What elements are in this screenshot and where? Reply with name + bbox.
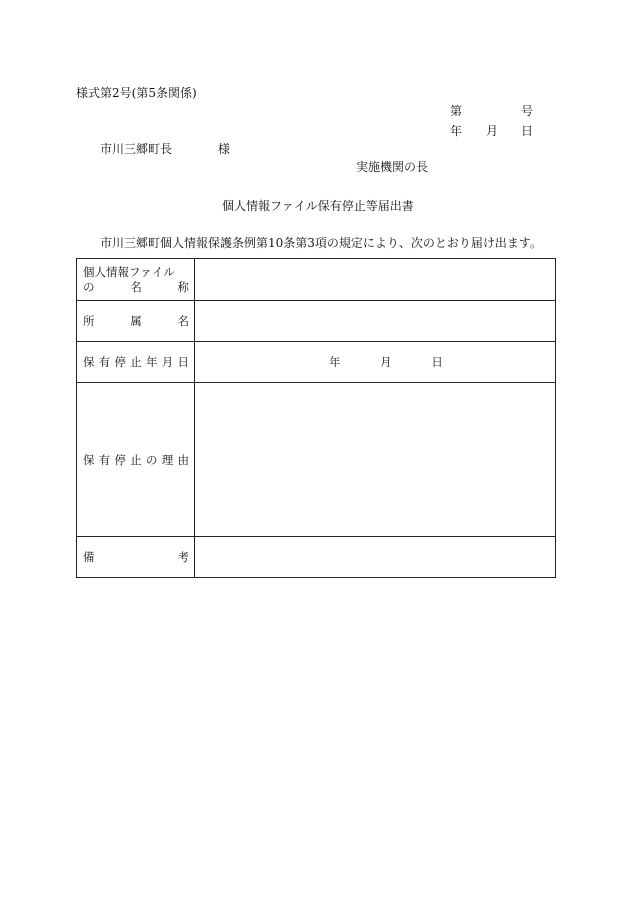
honorific: 様 [218,142,231,156]
remarks-label: 備 考 [77,537,195,578]
stop-date-year: 年 [329,355,341,369]
file-name-label-line1: 個人情報ファイル [83,264,175,279]
date-day: 日 [521,124,534,138]
file-name-field[interactable] [195,259,556,301]
document-title: 個人情報ファイル保有停止等届出書 [222,199,414,213]
remarks-field[interactable] [195,537,556,578]
date-month: 月 [486,124,499,138]
form-table [76,258,556,578]
row-affiliation [77,301,556,342]
row-remarks [77,537,556,578]
stop-date-month: 月 [380,355,392,369]
form-number: 様式第2号(第5条関係) [76,86,197,100]
date-year: 年 [450,124,463,138]
addressee-name: 市川三郷町長 [100,142,173,156]
affiliation-label: 所 属 名 [77,301,195,342]
stop-date-field[interactable] [195,342,556,383]
number-suffix: 号 [521,104,534,118]
sender: 実施機関の長 [356,160,429,174]
file-name-label-line2: の 名 称 [83,279,189,294]
stop-date-label: 保 有 停 止 年 月 日 [77,342,195,383]
document-body: 市川三郷町個人情報保護条例第10条第3項の規定により、次のとおり届け出ます。 [100,236,542,250]
stop-date-day: 日 [431,355,443,369]
affiliation-field[interactable] [195,301,556,342]
reason-label: 保 有 停 止 の 理 由 [77,383,195,537]
reason-field[interactable] [195,383,556,537]
row-file-name [77,259,556,301]
row-reason [77,383,556,537]
file-name-label [77,259,195,301]
number-prefix: 第 [450,104,463,118]
row-stop-date [77,342,556,383]
